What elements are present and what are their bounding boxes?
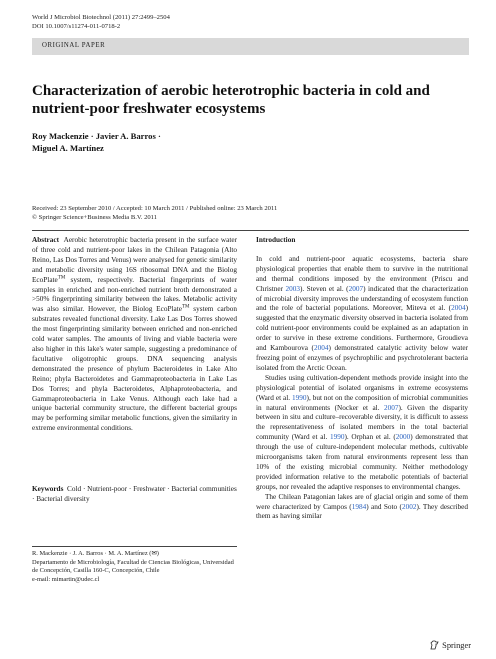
paragraph-text: ) indicated that the characterization of microbial diversity improves the understanding of ecosystem function and the role of bacterial populations. Moreover, Miteva et al. ( (256, 284, 468, 313)
article-title: Characterization of aerobic heterotrophic bacteria in cold and nutrient-poor freshwater ecosystems (32, 83, 430, 117)
affiliation-email[interactable]: e-mail: mimartin@udec.cl (32, 575, 100, 583)
intro-paragraph-3 (256, 493, 468, 523)
citation-link[interactable]: 2007 (348, 284, 364, 293)
footnote-divider (32, 546, 237, 547)
citation-link[interactable]: 1984 (351, 502, 367, 511)
paragraph-text: ). They described them as having similar (256, 502, 468, 521)
affiliation-block (32, 550, 237, 584)
publisher-name: Springer (442, 640, 471, 650)
journal-citation: World J Microbiol Biotechnol (2011) 27:2499–2504 (32, 14, 170, 21)
citation-link[interactable]: 1990 (329, 433, 345, 442)
citation-link[interactable]: 2004 (313, 344, 329, 353)
citation-link[interactable]: 2004 (451, 304, 466, 313)
authors-line-1: Roy Mackenzie · Javier A. Barros · (32, 131, 161, 141)
authors-line-2: Miguel A. Martínez (32, 143, 104, 153)
intro-paragraph-2 (256, 374, 468, 493)
paragraph-text: The Chilean Patagonian lakes are of glacial origin and some of them were characterized by Campos ( (256, 492, 468, 511)
citation-link[interactable]: 2007 (383, 403, 399, 412)
keywords-heading: Keywords (32, 485, 64, 493)
citation-link[interactable]: 2002 (401, 502, 417, 511)
paragraph-text: ) demonstrated catalytic activity below water freezing point of enzymes of psychrophilic and psychrotolerant bacteria isolated from the Arctic Ocean. (256, 344, 469, 372)
affiliation-names: R. Mackenzie · J. A. Barros · M. A. Martínez (✉) (32, 550, 159, 557)
abstract-block (32, 236, 237, 434)
journal-doi: DOI 10.1007/s11274-011-0718-2 (32, 23, 121, 30)
citation-link[interactable]: 1990 (292, 393, 307, 402)
intro-paragraph-1 (256, 255, 468, 374)
header-divider (32, 230, 469, 231)
introduction-heading: Introduction (256, 236, 296, 244)
paragraph-text: ). Orphan et al. ( (344, 433, 396, 442)
citation-link[interactable]: 2003 (285, 284, 300, 293)
article-type: ORIGINAL PAPER (42, 42, 106, 49)
introduction-section (256, 236, 468, 522)
journal-header (32, 13, 170, 31)
article-type-band (32, 38, 469, 55)
abstract-heading: Abstract (32, 236, 59, 244)
abstract-paragraph: Abstract Aerobic heterotrophic bacteria present in the surface water of three cold and nutrient-poor lakes in the Chilean Patagonia (Alto Reino, Las Dos Torres and Venus) were analysed for genetic similarity and metabolic diversity using 16S ribosomal DNA and the Biolog EcoPlate™ system, respectively. Bacterial fingerprints of water samples in enriched and non-enriched nutrient broth demonstrated a >50% fingerprinting similarity between the lakes. Metabolic activity was also similar. However, the Biolog EcoPlate™ system carbon substrates revealed functional diversity. Lake Las Dos Torres showed the most fingerprinting similarity between enriched and non-enriched cold water samples. The amounts of living and viable bacteria were also higher in this lake's water sample, suggesting a predominance of facultative oligotrophic groups. DNA sequencing analysis demonstrated the presence of phylum Bacteroidetes in Lake Alto Reino; phyla Bacteroidetes and Gammaproteobacteria in Lake Las Dos Torres; and phyla Bacteroidetes, Alphaproteobacteria, and Gammaproteobacteria in Lake Venus. Although each lake had a unique bacterial community structure, the different bacterial groups may be performing similar metabolic functions, given the similarity in extreme environmental conditions. (32, 236, 238, 433)
keywords-block (32, 485, 237, 505)
springer-horse-icon (430, 640, 439, 650)
paragraph-text: ) and Soto ( (366, 502, 402, 511)
paragraph-text: ) demonstrated that through the use of culture-independent molecular methods, cultivable microorganisms taken from natural environments represent less than 10% of the existing microbial community. Neither methodology provided information relative to the metabolic potentials of bacterial groups, nor revealed the adaptive responses to environmental changes. (256, 433, 468, 491)
affiliation-department: Departamento de Microbiología, Facultad de Ciencias Biológicas, Universidad de Concepción, Casilla 160-C, Concepción, Chile (32, 558, 234, 574)
paragraph-text: ). Steven et al. ( (299, 284, 349, 293)
citation-link[interactable]: 2000 (395, 433, 411, 442)
keywords-text: Cold · Nutrient-poor · Freshwater · Bacterial communities · Bacterial diversity (32, 485, 237, 503)
publication-dates (32, 204, 472, 222)
paragraph-text: ), but not on the composition of microbial communities in natural environments (Nocker et al. (256, 393, 469, 412)
dates-line: Received: 23 September 2010 / Accepted: 10 March 2011 / Published online: 23 March 2011 (32, 205, 278, 212)
paragraph-text: ) suggested that the enzymatic diversity observed in bacteria isolated from cold nutrient-poor environments could be explained as an adaptation in order to survive in these extreme conditions. Furthermore, Groudieva and Kambourova ( (256, 304, 468, 353)
paragraph-text: ). Given the disparity between in situ and culture–recoverable diversity, it is difficult to assess the representativeness of isolated members in the total bacterial community (Ward et al. (256, 403, 468, 442)
publisher-footer (430, 640, 471, 650)
paragraph-text: Studies using cultivation-dependent methods provide insight into the physiological potential of isolated organisms in extreme ecosystems (Ward et al. (256, 373, 468, 402)
author-list (32, 130, 332, 154)
copyright-line: © Springer Science+Business Media B.V. 2011 (32, 214, 158, 221)
paragraph-text: In cold and nutrient-poor aquatic ecosystems, bacteria share physiological properties that enable them to survive in the nutritional and thermal conditions imposed by the environment (Priscu and Christner (256, 254, 468, 293)
